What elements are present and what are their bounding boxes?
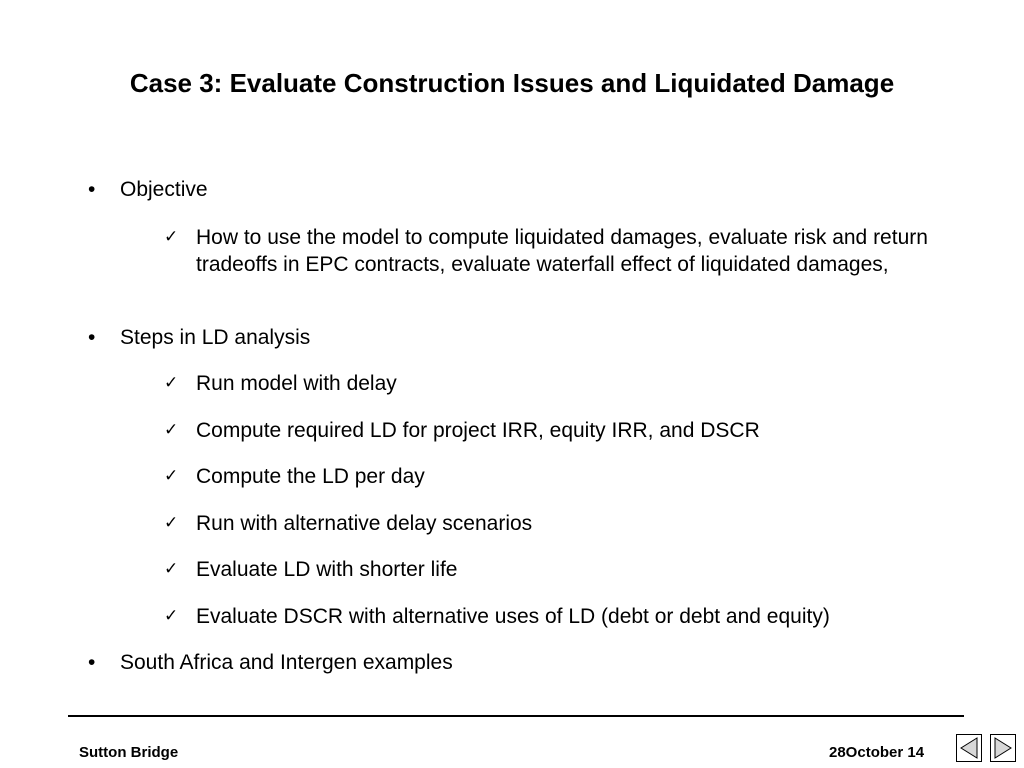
bullet-marker: •: [88, 326, 96, 349]
next-slide-button[interactable]: [990, 734, 1016, 762]
sub-item-text: Compute required LD for project IRR, equity IRR, and DSCR: [196, 419, 760, 442]
slide-title: Case 3: Evaluate Construction Issues and Liquidated Damage: [129, 68, 895, 98]
footer-title: Sutton Bridge: [79, 744, 179, 761]
footer-date: 28October 14: [829, 744, 925, 761]
check-icon: ✓: [164, 559, 179, 579]
bullet-marker: •: [88, 651, 96, 674]
previous-slide-button[interactable]: [956, 734, 982, 762]
previous-slide-icon: [957, 735, 981, 761]
check-icon: ✓: [164, 513, 179, 533]
bullet-label: South Africa and Intergen examples: [120, 651, 453, 674]
bullet-label: Objective: [120, 178, 208, 201]
sub-item-text: Run model with delay: [196, 372, 397, 395]
sub-item-text: Evaluate DSCR with alternative uses of LD (debt or debt and equity): [196, 605, 830, 628]
check-icon: ✓: [164, 606, 179, 626]
check-icon: ✓: [164, 420, 179, 440]
check-icon: ✓: [164, 466, 179, 486]
sub-item-text: How to use the model to compute liquidated damages, evaluate risk and return tradeoffs in EPC contracts, evaluate waterfall effect of liquidated damages,: [196, 226, 928, 276]
check-icon: ✓: [164, 227, 179, 247]
sub-item-text: Run with alternative delay scenarios: [196, 512, 533, 535]
next-slide-icon: [991, 735, 1015, 761]
bullet-label: Steps in LD analysis: [120, 326, 311, 349]
footer-divider: [68, 715, 964, 717]
check-icon: ✓: [164, 373, 179, 393]
bullet-marker: •: [88, 178, 96, 201]
sub-item-text: Evaluate LD with shorter life: [196, 558, 458, 581]
sub-item-text: Compute the LD per day: [196, 465, 425, 488]
